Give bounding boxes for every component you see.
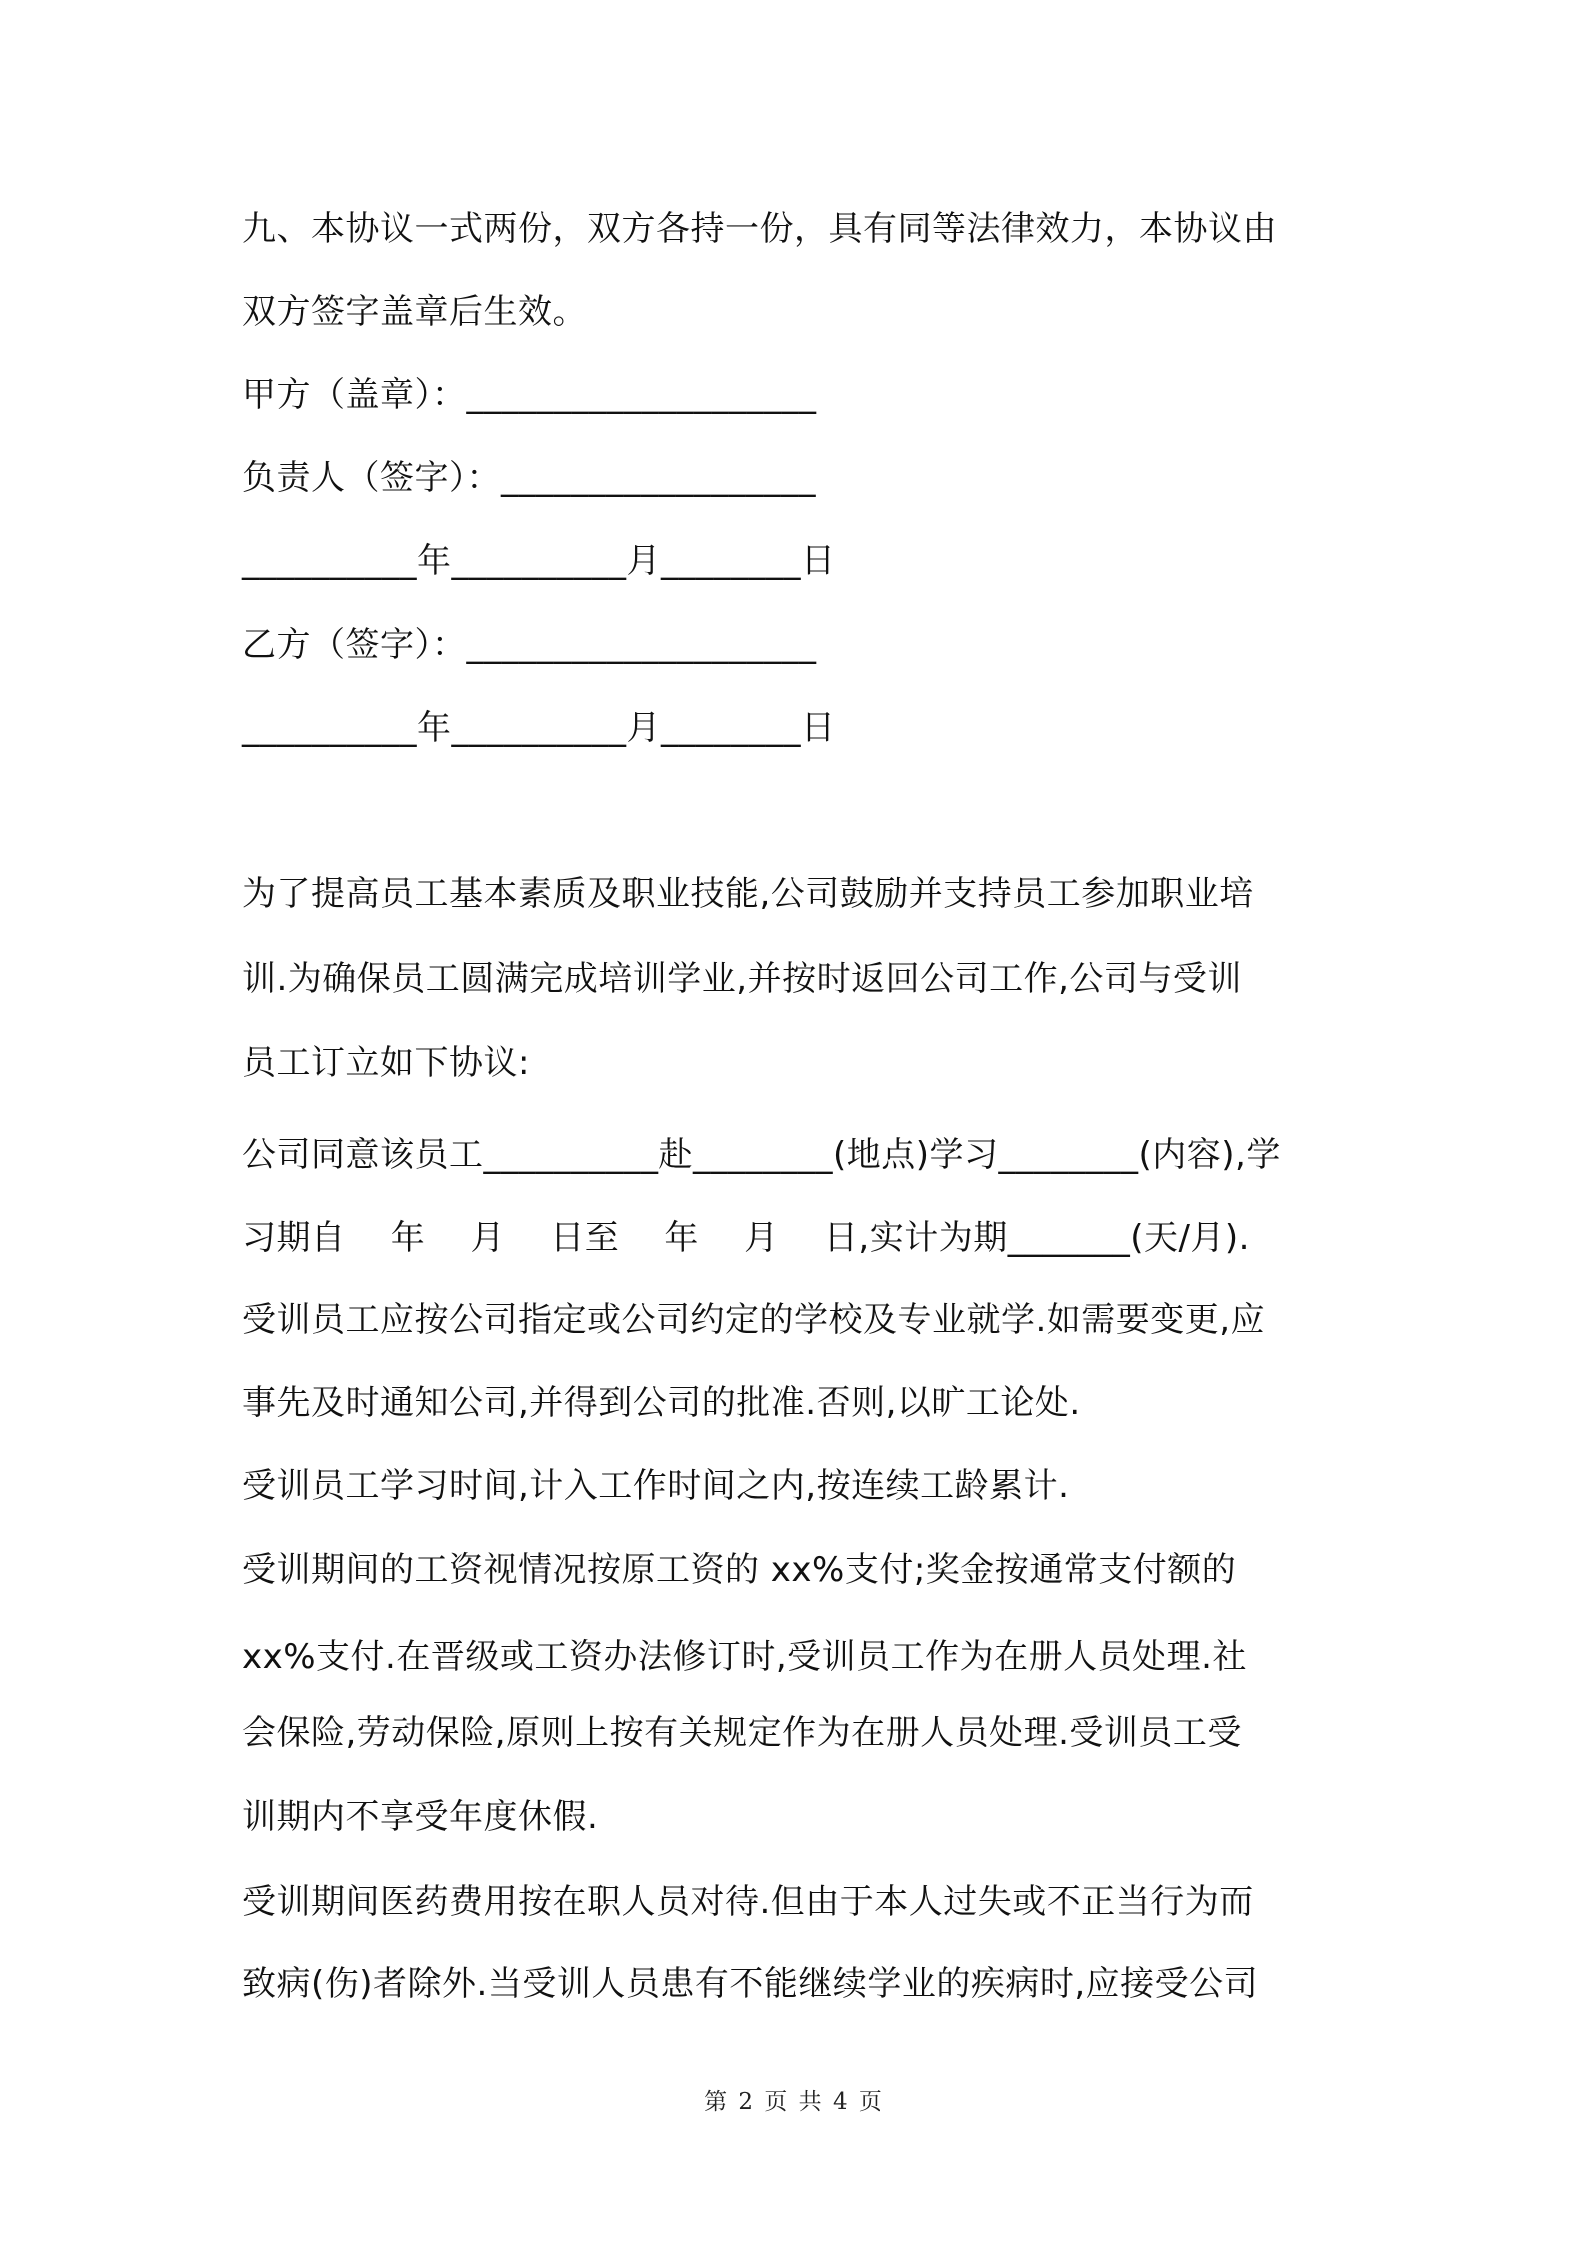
- clause-2-line-2: 事先及时通知公司,并得到公司的批准.否则,以旷工论处.: [242, 1383, 1081, 1423]
- clause-4-line-4: 训期内不享受年度休假.: [242, 1797, 599, 1837]
- clause-5-line-2: 致病(伤)者除外.当受训人员患有不能继续学业的疾病时,应接受公司: [242, 1964, 1259, 2004]
- party-b-date-line: __________年__________月________日: [242, 708, 836, 748]
- clause-1-line-2: 习期自 年 月 日至 年 月 日,实计为期_______(天/月).: [242, 1218, 1250, 1258]
- clause-5-line-1: 受训期间医药费用按在职人员对待.但由于本人过失或不正当行为而: [242, 1882, 1254, 1922]
- responsible-signature-line: 负责人（签字）：__________________: [242, 458, 816, 498]
- clause-2-line-1: 受训员工应按公司指定或公司约定的学校及专业就学.如需要变更,应: [242, 1300, 1266, 1340]
- party-a-signature-line: 甲方（盖章）：____________________: [242, 375, 817, 415]
- intro-line-1: 为了提高员工基本素质及职业技能,公司鼓励并支持员工参加职业培: [242, 874, 1254, 914]
- page-number-footer: 第 2 页 共 4 页: [704, 2089, 882, 2115]
- intro-line-2: 训.为确保员工圆满完成培训学业,并按时返回公司工作,公司与受训: [242, 959, 1242, 999]
- clause-4-line-1: 受训期间的工资视情况按原工资的 xx%支付;奖金按通常支付额的: [242, 1550, 1237, 1590]
- intro-line-3: 员工订立如下协议:: [242, 1043, 530, 1083]
- party-a-date-line: __________年__________月________日: [242, 541, 836, 581]
- closing-clause-line-2: 双方签字盖章后生效。: [242, 292, 587, 332]
- clause-3-line-1: 受训员工学习时间,计入工作时间之内,按连续工龄累计.: [242, 1466, 1070, 1506]
- closing-clause-line-1: 九、本协议一式两份，双方各持一份，具有同等法律效力，本协议由: [242, 209, 1277, 249]
- clause-4-line-3: 会保险,劳动保险,原则上按有关规定作为在册人员处理.受训员工受: [242, 1713, 1242, 1753]
- clause-1-line-1: 公司同意该员工__________赴________(地点)学习________(内容),学: [242, 1135, 1281, 1175]
- clause-4-line-2: xx%支付.在晋级或工资办法修订时,受训员工作为在册人员处理.社: [242, 1637, 1247, 1677]
- party-b-signature-line: 乙方（签字）：____________________: [242, 625, 817, 665]
